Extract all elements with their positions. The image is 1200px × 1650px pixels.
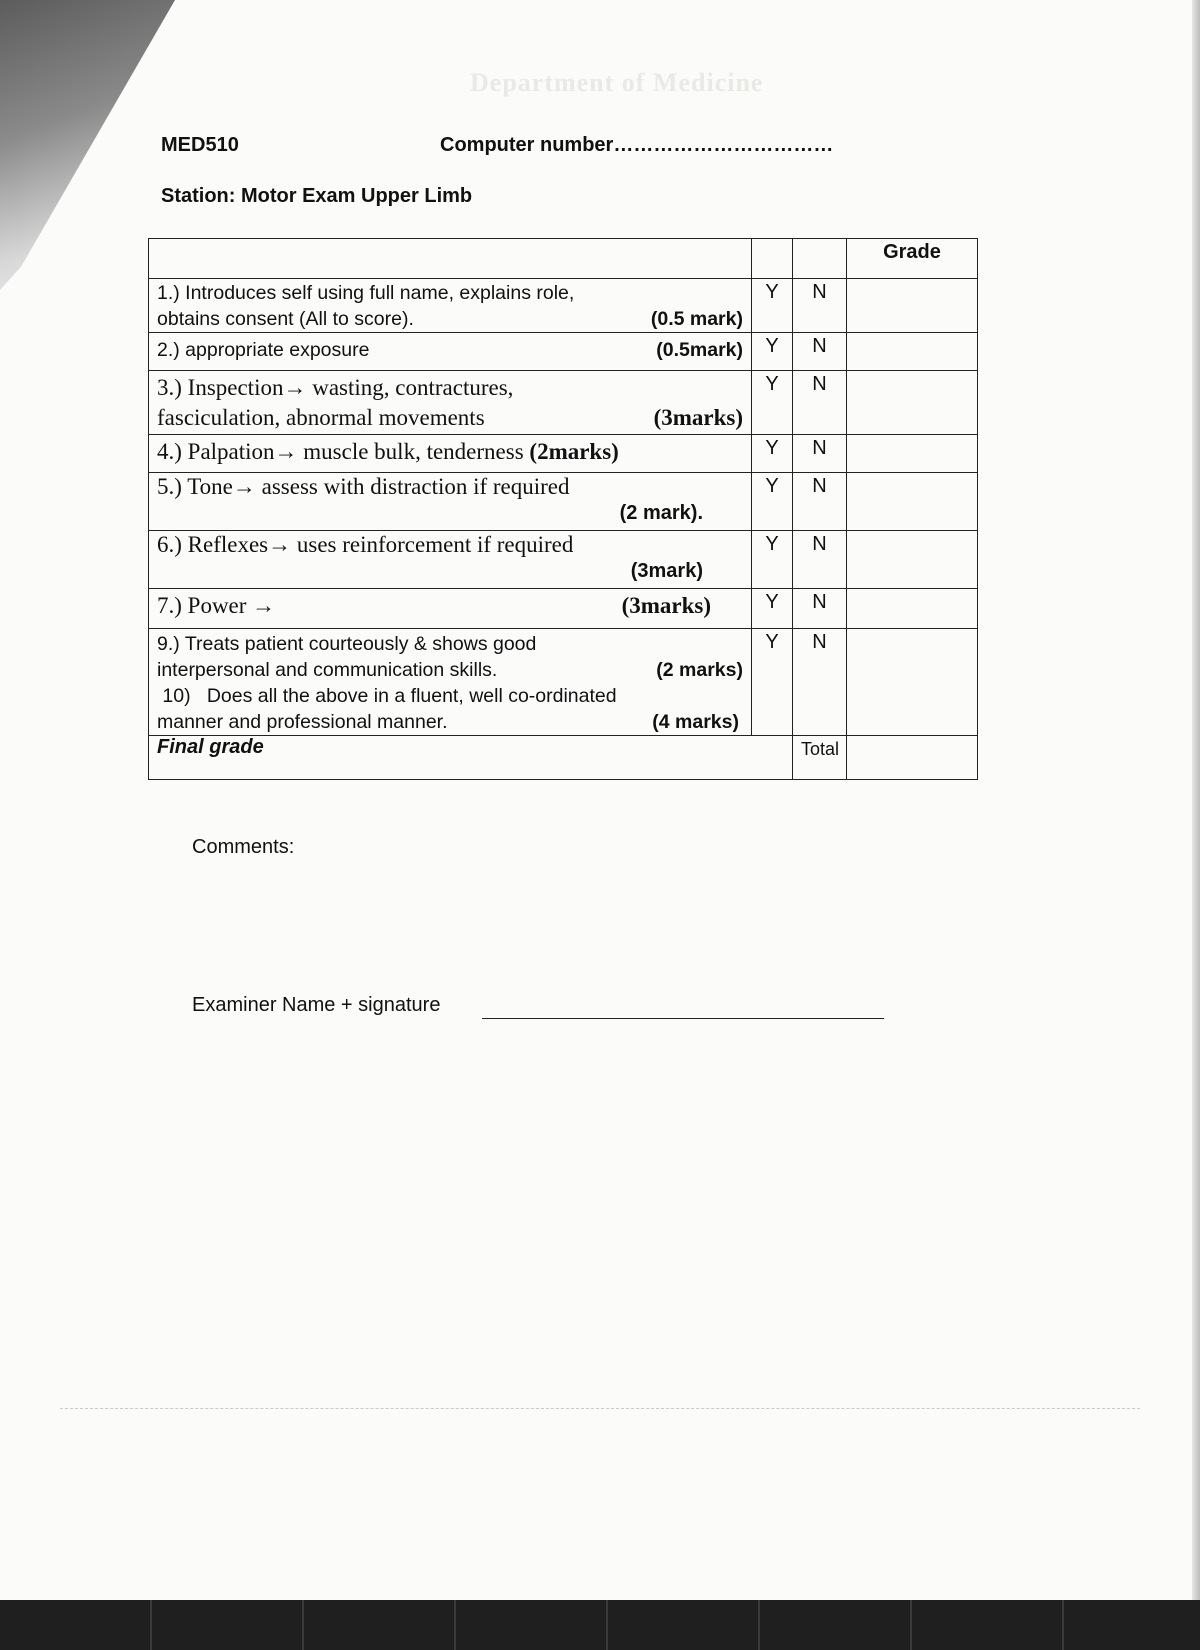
table-row <box>149 531 978 589</box>
table-row <box>149 333 978 371</box>
final-grade-row <box>149 736 978 780</box>
station-title: Station: Motor Exam Upper Limb <box>161 185 473 207</box>
criterion-cell <box>149 279 752 333</box>
no-cell[interactable]: N <box>793 435 847 473</box>
criterion-cell <box>149 589 752 629</box>
criterion-cell <box>149 473 752 531</box>
criterion-marks: (0.5 mark) <box>650 308 743 330</box>
yes-cell[interactable]: Y <box>752 371 793 435</box>
criterion-text-line4: manner and professional manner. (4 marks) <box>157 709 743 735</box>
no-cell[interactable]: N <box>793 279 847 333</box>
grade-cell[interactable] <box>847 473 978 531</box>
table-row <box>149 371 978 435</box>
criterion-text: 3.) Inspection→ wasting, contractures, <box>157 375 514 400</box>
criterion-text: 1.) Introduces self using full name, explains role, <box>157 282 575 304</box>
no-cell[interactable]: N <box>793 531 847 589</box>
criterion-marks: (3mark) <box>630 560 703 582</box>
criterion-marks: (2 mark). <box>619 502 703 524</box>
grade-cell[interactable] <box>847 435 978 473</box>
no-cell[interactable]: N <box>793 589 847 629</box>
criterion-text-line2: obtains consent (All to score). (0.5 mark) <box>157 308 743 330</box>
table-row <box>149 629 978 736</box>
table-row <box>149 279 978 333</box>
grade-cell[interactable] <box>847 333 978 371</box>
table-row <box>149 589 978 629</box>
grade-cell[interactable] <box>847 371 978 435</box>
no-cell[interactable]: N <box>793 473 847 531</box>
grade-cell[interactable] <box>847 589 978 629</box>
criterion-cell <box>149 435 752 473</box>
examiner-label: Examiner Name + signature <box>192 994 441 1016</box>
criterion-marks: (2marks) <box>529 439 619 464</box>
grade-cell[interactable] <box>847 629 978 736</box>
faint-dashed-line <box>60 1408 1140 1409</box>
table-row <box>149 435 978 473</box>
marking-table <box>148 238 978 780</box>
table-row <box>149 473 978 531</box>
no-cell[interactable]: N <box>793 333 847 371</box>
criterion-cell <box>149 531 752 589</box>
criterion-cell <box>149 629 752 736</box>
criterion-marks: (0.5mark) <box>656 339 743 361</box>
criterion-cell <box>149 333 752 371</box>
computer-number-field: Computer number…………………………… <box>440 134 834 156</box>
criterion-text: 4.) Palpation→ muscle bulk, tenderness <box>157 439 524 464</box>
scanner-bed <box>0 1600 1200 1650</box>
page-edge <box>1192 0 1200 1600</box>
criterion-marks: (3marks) <box>653 405 743 430</box>
yes-cell[interactable]: Y <box>752 279 793 333</box>
ghost-title: Department of Medicine <box>470 68 764 97</box>
comments-label: Comments: <box>192 836 295 858</box>
signature-line[interactable] <box>482 1018 884 1019</box>
criterion-text: 6.) Reflexes→ uses reinforcement if required <box>157 532 574 557</box>
yes-cell[interactable]: Y <box>752 589 793 629</box>
grade-cell[interactable] <box>847 531 978 589</box>
course-code: MED510 <box>161 134 239 156</box>
table-header-row <box>149 239 978 279</box>
criterion-text-line2: interpersonal and communication skills. (2 marks) <box>157 659 743 681</box>
final-grade-label: Final grade <box>149 736 793 780</box>
yes-cell[interactable]: Y <box>752 629 793 736</box>
grade-header: Grade <box>847 239 978 279</box>
criterion-text: 2.) appropriate exposure <box>157 339 370 361</box>
no-cell[interactable]: N <box>793 629 847 736</box>
criterion-cell <box>149 371 752 435</box>
total-grade-cell[interactable] <box>847 736 978 780</box>
no-cell[interactable]: N <box>793 371 847 435</box>
criterion-marks: (3marks) <box>621 593 711 618</box>
header-blank-cell <box>793 239 847 279</box>
criterion-marks-2: (4 marks) <box>652 711 739 733</box>
header-blank-cell <box>149 239 752 279</box>
total-label: Total <box>793 736 847 780</box>
grade-cell[interactable] <box>847 279 978 333</box>
yes-cell[interactable]: Y <box>752 473 793 531</box>
criterion-text: 7.) Power → <box>157 593 276 618</box>
criterion-text-line3: 10) Does all the above in a fluent, well co-ordinated <box>157 685 617 707</box>
criterion-text: 9.) Treats patient courteously & shows good <box>157 633 537 655</box>
criterion-marks: (2 marks) <box>656 659 743 681</box>
criterion-text: 5.) Tone→ assess with distraction if required <box>157 474 570 499</box>
header-blank-cell <box>752 239 793 279</box>
yes-cell[interactable]: Y <box>752 531 793 589</box>
yes-cell[interactable]: Y <box>752 435 793 473</box>
criterion-text-line2: fasciculation, abnormal movements (3marks) <box>157 403 743 433</box>
yes-cell[interactable]: Y <box>752 333 793 371</box>
